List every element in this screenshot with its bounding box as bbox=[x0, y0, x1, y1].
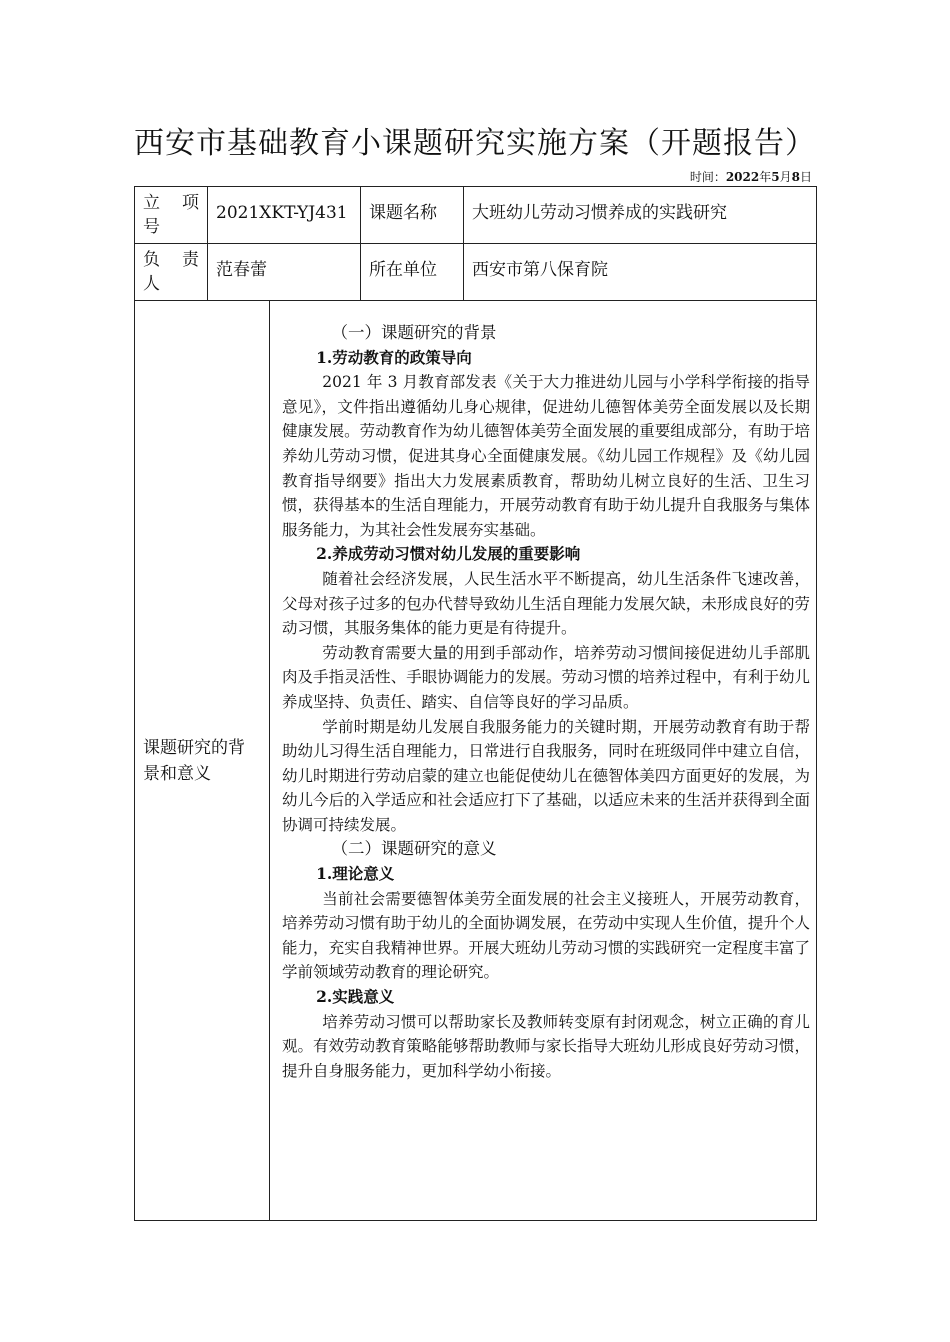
row-background bbox=[135, 301, 817, 1221]
section-heading-significance: （二）课题研究的意义 bbox=[331, 839, 497, 859]
leader-label: 负 责 人 bbox=[143, 250, 199, 294]
date-month-unit: 月 bbox=[779, 170, 792, 184]
date-day-unit: 日 bbox=[799, 170, 812, 184]
row-leader bbox=[135, 244, 817, 301]
subheading-theory: 1.理论意义 bbox=[316, 864, 395, 884]
background-content bbox=[270, 301, 816, 1083]
report-date bbox=[690, 168, 812, 185]
report-form-table bbox=[134, 186, 817, 1221]
project-no-value-cell bbox=[208, 187, 361, 244]
leader-label-cell bbox=[135, 244, 208, 301]
leader-value: 范春蕾 bbox=[216, 260, 267, 280]
paragraph: 劳动教育需要大量的用到手部动作，培养劳动习惯间接促进幼儿手部肌肉及手指灵活性、手眼协调能力的发展。劳动习惯的培养过程中，有利于幼儿养成坚持、负责任、踏实、自信等良好的学习品质。 bbox=[282, 643, 811, 711]
topic-value: 大班幼儿劳动习惯养成的实践研究 bbox=[472, 203, 728, 223]
unit-label: 所在单位 bbox=[369, 260, 438, 280]
unit-label-cell bbox=[361, 244, 464, 301]
unit-value: 西安市第八保育院 bbox=[472, 260, 609, 280]
paragraph: 学前时期是幼儿发展自我服务能力的关键时期，开展劳动教育有助于帮助幼儿习得生活自理能力，日常进行自我服务，同时在班级同伴中建立自信，幼儿时期进行劳动启蒙的建立也能促使幼儿在德智体美四方面更好的发展，为幼儿今后的入学适应和社会适应打下了基础，以适应未来的生活并获得到全面协调可持续发展。 bbox=[282, 717, 811, 834]
paragraph: 当前社会需要德智体美劳全面发展的社会主义接班人，开展劳动教育，培养劳动习惯有助于幼儿的全面协调发展，在劳动中实现人生价值，提升个人能力，充实自我精神世界。开展大班幼儿劳动习惯的实践研究一定程度丰富了学前领域劳动教育的理论研究。 bbox=[282, 889, 811, 982]
date-year: 2022 bbox=[725, 170, 760, 184]
page-title: 西安市基础教育小课题研究实施方案（开题报告） bbox=[134, 126, 816, 161]
date-month: 5 bbox=[771, 170, 780, 184]
background-content-cell bbox=[270, 301, 817, 1221]
row-project bbox=[135, 187, 817, 244]
date-year-unit: 年 bbox=[759, 170, 772, 184]
section-heading-background: （一）课题研究的背景 bbox=[331, 323, 497, 342]
topic-value-cell bbox=[464, 187, 817, 244]
project-no-value: 2021XKT-YJ431 bbox=[216, 203, 348, 223]
topic-label: 课题名称 bbox=[369, 203, 438, 223]
subheading-practice: 2.实践意义 bbox=[316, 987, 395, 1007]
paragraph: 随着社会经济发展，人民生活水平不断提高，幼儿生活条件飞速改善，父母对孩子过多的包办代替导致幼儿生活自理能力发展欠缺，未形成良好的劳动习惯，其服务集体的能力更是有待提升。 bbox=[282, 569, 811, 638]
background-label: 课题研究的背景和意义 bbox=[135, 301, 270, 1221]
paragraph: 2021 年 3 月教育部发表《关于大力推进幼儿园与小学科学衔接的指导意见》，文件指出遵循幼儿身心规律，促进幼儿德智体美劳全面发展以及长期健康发展。劳动教育作为幼儿德智体美劳全面发展的重要组成部分，有助于培养幼儿劳动习惯，促进其身心全面健康发展。《幼儿园工作规程》及《幼儿园教育指导纲要》指出大力发展素质教育，帮助幼儿树立良好的生活、卫生习惯，获得基本的生活自理能力，开展劳动教育有助于幼儿提升自我服务与集体服务能力，为其社会性发展夯实基础。 bbox=[282, 373, 811, 539]
project-no-label: 立 项 号 bbox=[143, 193, 199, 237]
date-prefix: 时间： bbox=[689, 170, 726, 184]
subheading-policy: 1.劳动教育的政策导向 bbox=[316, 347, 472, 367]
project-no-label-cell bbox=[135, 187, 208, 244]
leader-value-cell bbox=[208, 244, 361, 301]
subheading-impact: 2.养成劳动习惯对幼儿发展的重要影响 bbox=[316, 544, 581, 564]
unit-value-cell bbox=[464, 244, 817, 301]
date-day: 8 bbox=[791, 170, 800, 184]
paragraph: 培养劳动习惯可以帮助家长及教师转变原有封闭观念，树立正确的育儿观。有效劳动教育策略能够帮助教师与家长指导大班幼儿形成良好劳动习惯，提升自身服务能力，更加科学幼小衔接。 bbox=[282, 1012, 811, 1080]
topic-label-cell bbox=[361, 187, 464, 244]
